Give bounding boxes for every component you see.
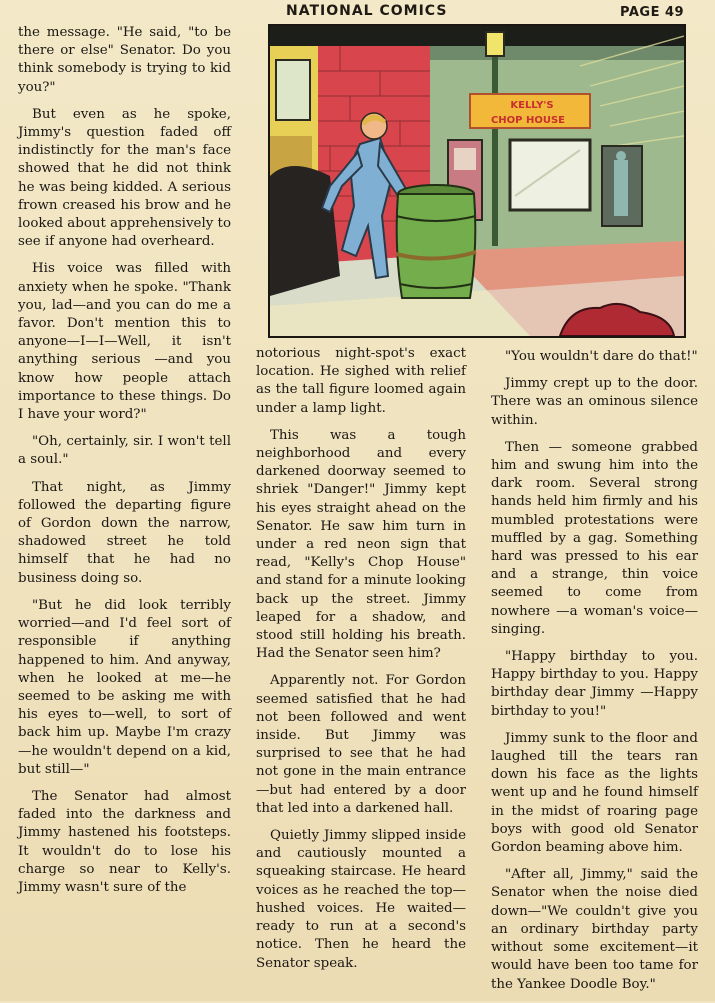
paragraph: This was a tough neighborhood and every darkened doorway seemed to shriek "Danger!" Jimmy kept his eyes straight ahead on the Senator. He saw him turn in under a red neon sign that read, "Kelly's Chop House" and stand for a minute looking back up the street. Jimmy leaped for a shadow, and stood still holding his breath. Had the Senator seen him? — [256, 427, 466, 662]
neon-sign-line2: CHOP HOUSE — [490, 115, 566, 126]
paragraph: His voice was filled with anxiety when he spoke. "Thank you, lad—and you can do me a favor. Don't mention this to anyone—I—I—Well, it isn't anything serious —and you know how people attach importance to these things. Do I have your word?" — [18, 261, 231, 423]
paragraph: That night, as Jimmy followed the departing figure of Gordon down the narrow, shadowed street he told himself that he had no business doing so. — [18, 479, 231, 586]
neon-sign — [470, 94, 590, 128]
lamp-post — [492, 46, 498, 246]
paragraph: "After all, Jimmy," said the Senator when the noise died down—"We couldn't give you an ordinary birthday party without some excitement—it would have been too tame for the Yankee Doodle Boy." — [491, 867, 698, 992]
page-number: PAGE 49 — [620, 5, 685, 20]
paragraph: Jimmy crept up to the door. There was an ominous silence within. — [491, 376, 698, 428]
page-header-title: NATIONAL COMICS — [286, 3, 448, 19]
paragraph: Quietly Jimmy slipped inside and cautiously mounted a squeaking staircase. He heard voices as he reached the top—hushed voices. He waited—ready to run at a second's notice. Then he heard the Senator speak. — [256, 828, 466, 971]
paragraph: "You wouldn't dare do that!" — [505, 349, 698, 364]
text-column-3 — [491, 348, 698, 1003]
paragraph: The Senator had almost faded into the darkness and Jimmy hastened his footsteps. It wouldn't do to lose his charge so near to Kelly's. Jimmy wasn't sure of the — [18, 788, 231, 895]
paragraph: the message. "He said, "to be there or else" Senator. Do you think somebody is trying to kid you?" — [18, 25, 231, 95]
paragraph: "But he did look terribly worried—and I'd feel sort of responsible if anything happened to him. And anyway, when he looked at me—he seemed to be asking me with his eyes to—well, to sort of back him up. Maybe I'm crazy —he wouldn't depend on a kid, but still—" — [18, 597, 231, 777]
paragraph: But even as he spoke, Jimmy's question faded off indistinctly for the man's face showed that he did not think he was being kidded. A serious frown creased his brow and he looked about apprehensively to see if anyone had overheard. — [18, 106, 231, 250]
comic-panel-illustration — [268, 24, 686, 338]
paragraph: "Happy birthday to you. Happy birthday to you. Happy birthday dear Jimmy —Happy birthday to you!" — [491, 649, 698, 719]
barrel — [396, 185, 476, 298]
paragraph: "Oh, certainly, sir. I won't tell a soul." — [18, 434, 231, 468]
text-column-1 — [18, 24, 231, 906]
paragraph: Jimmy sunk to the floor and laughed till the tears ran down his face as the lights went up and he found himself in the midst of roaring page boys with good old Senator Gordon beaming above him. — [491, 730, 698, 856]
paragraph: notorious night-spot's exact location. He sighed with relief as the tall figure loomed again under a lamp light. — [256, 346, 466, 416]
text-column-2 — [256, 345, 466, 982]
paragraph: Then — someone grabbed him and swung him into the dark room. Several strong hands held him firmly and his mumbled protestations were muffled by a gag. Something hard was pressed to his ear and a strange, thin voice seemed to come from nowhere —a woman's voice—singing. — [491, 439, 698, 637]
neon-sign-line1: KELLY'S — [510, 100, 554, 111]
paragraph: Apparently not. For Gordon seemed satisfied that he had not been followed and went inside. But Jimmy was surprised to see that he had not gone in the main entrance —but had entered by a door that led into a darkened hall. — [256, 673, 466, 816]
